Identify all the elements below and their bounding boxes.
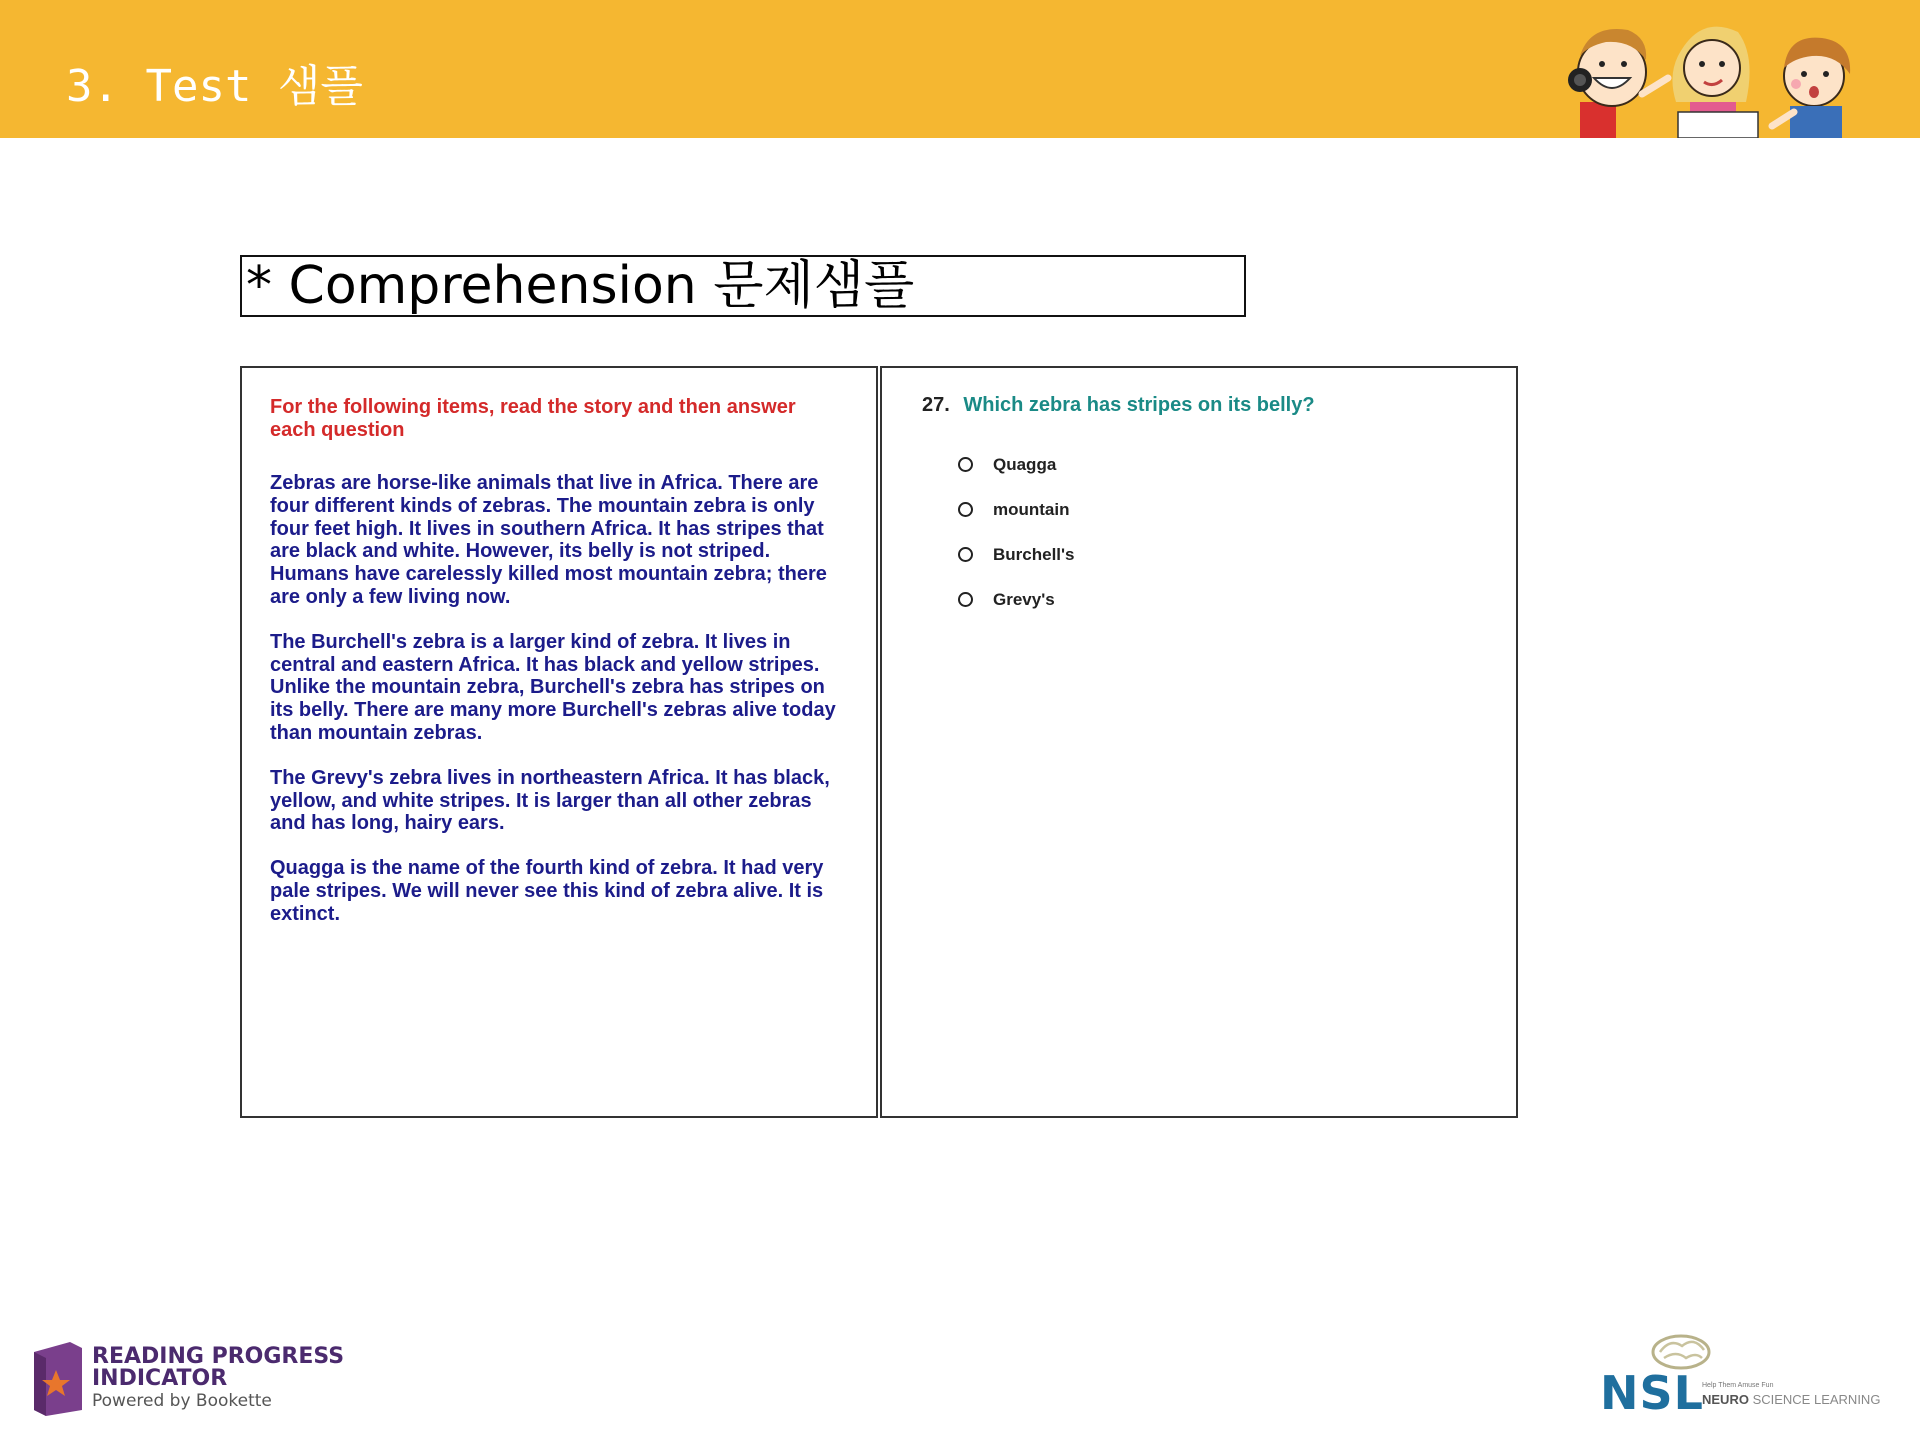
passage-panel (240, 366, 878, 1118)
answer-option-label: Quagga (993, 454, 1057, 474)
question-prompt (922, 394, 1315, 417)
answer-option-label: mountain (993, 499, 1070, 519)
nsl-logo (1600, 1330, 1890, 1420)
question-text: Which zebra has stripes on its belly? (963, 394, 1315, 416)
nsl-name (1702, 1392, 1880, 1407)
cartoon-kids-illustration (1550, 16, 1880, 138)
question-panel (880, 366, 1518, 1118)
answer-option-burchells[interactable] (958, 532, 1075, 577)
radio-button[interactable] (958, 547, 973, 562)
nsl-wordmark: NSL (1600, 1366, 1704, 1420)
passage-paragraph: The Grevy's zebra lives in northeastern Africa. It has black, yellow, and white stripes. It is larger than all other zebras and has long, hairy ears. (270, 766, 830, 835)
book-icon (30, 1340, 86, 1416)
passage-paragraph: The Burchell's zebra is a larger kind of zebra. It lives in central and eastern Africa. It has black and yellow stripes. Unlike the mountain zebra, Burchell's zebra has stripes on its belly. There are many more Burchell's zebras alive today than mountain zebras. (270, 630, 836, 744)
answer-option-grevys[interactable] (958, 577, 1075, 622)
reading-progress-indicator-logo (30, 1340, 350, 1420)
answer-option-label: Burchell's (993, 544, 1075, 564)
rpi-line-2: INDICATOR (92, 1366, 228, 1391)
answer-option-mountain[interactable] (958, 487, 1075, 532)
passage-paragraph: Zebras are horse-like animals that live in Africa. There are four different kinds of zebras. The mountain zebra is only four feet high. It lives in southern Africa. It has stripes that are black and white. However, its belly is not striped. Humans have carelessly killed most mountain zebra; there are only a few living now. (270, 472, 827, 608)
radio-button[interactable] (958, 457, 973, 472)
header-bar (0, 0, 1920, 138)
answer-options (958, 442, 1075, 622)
rpi-line-1: READING PROGRESS (92, 1344, 345, 1369)
section-title: * Comprehension 문제샘플 (240, 255, 1246, 317)
passage-paragraph: Quagga is the name of the fourth kind of zebra. It had very pale stripes. We will never see this kind of zebra alive. It is extinct. (270, 857, 824, 925)
nsl-name-bold: NEURO (1702, 1392, 1749, 1407)
rpi-powered-by: Powered by Bookette (92, 1391, 272, 1411)
nsl-name-rest: SCIENCE LEARNING (1748, 1392, 1881, 1407)
answer-option-quagga[interactable] (958, 442, 1075, 487)
header-title: 3. Test 샘플 (66, 61, 363, 112)
radio-button[interactable] (958, 502, 973, 517)
radio-button[interactable] (958, 592, 973, 607)
nsl-tagline: Help Them Amuse Fun (1702, 1382, 1774, 1389)
rpi-wordmark (92, 1346, 344, 1412)
passage-story (270, 472, 848, 948)
passage-instructions: For the following items, read the story and then answer each question (270, 396, 796, 441)
question-number: 27. (922, 394, 950, 416)
answer-option-label: Grevy's (993, 589, 1055, 609)
